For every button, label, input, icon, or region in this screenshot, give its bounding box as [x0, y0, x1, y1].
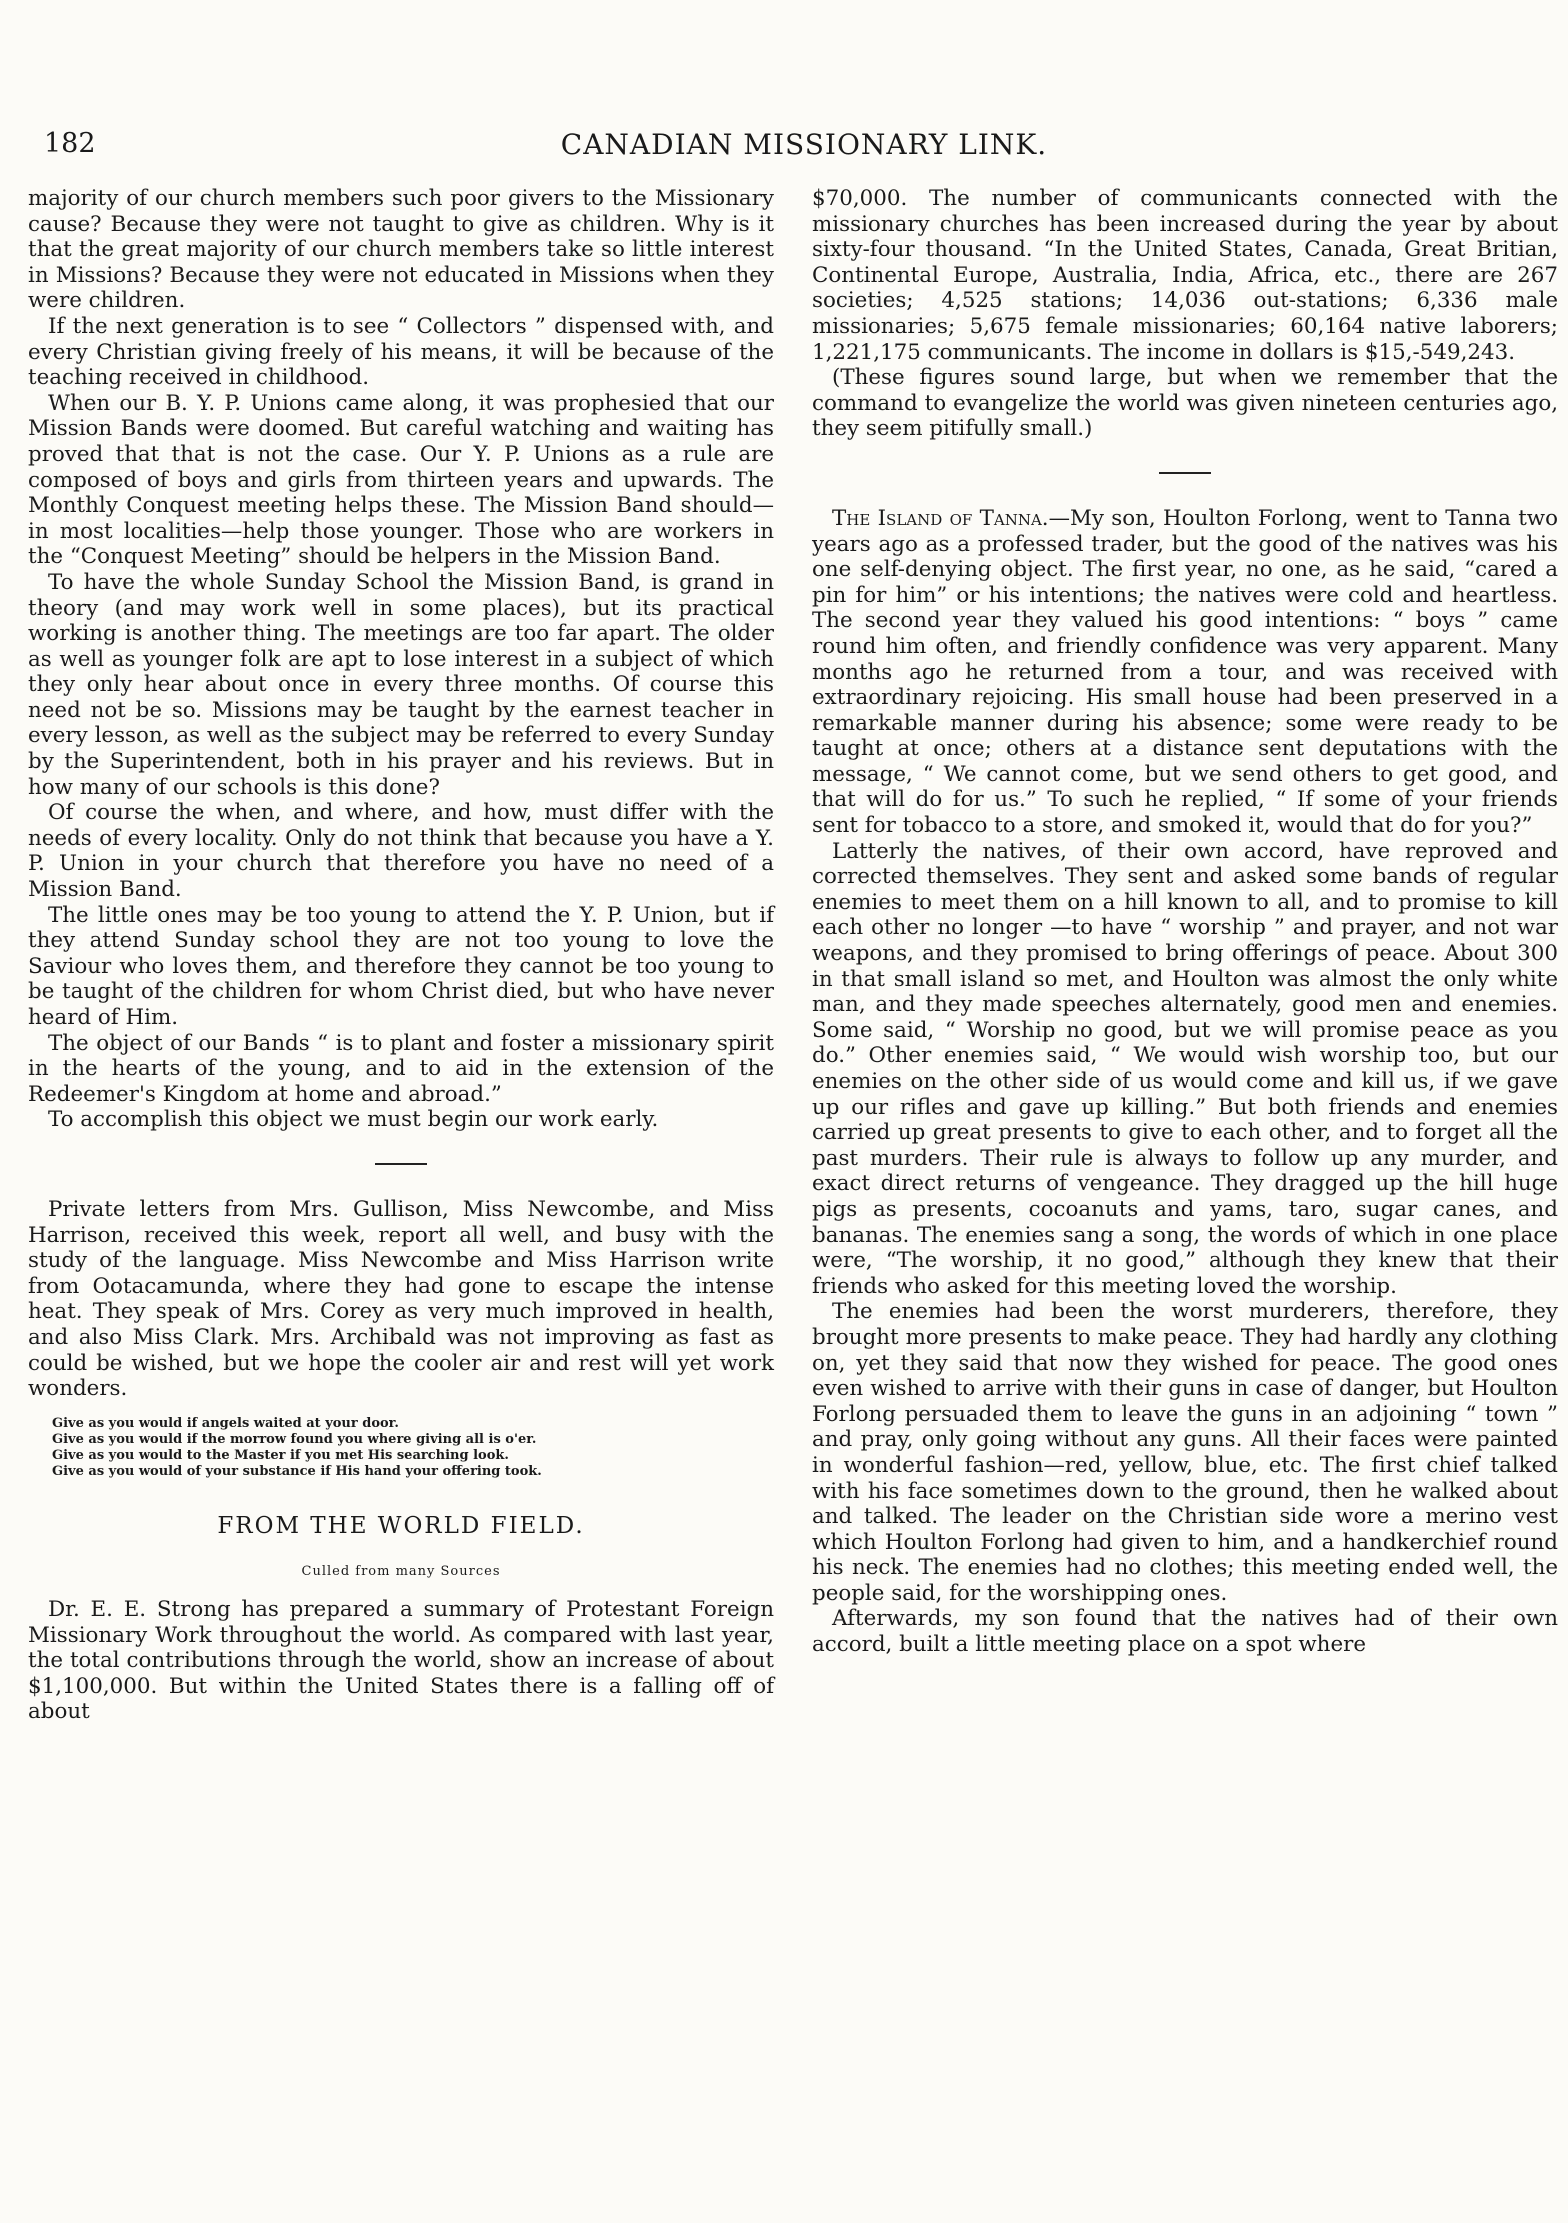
poem [52, 1416, 774, 1480]
tanna-paragraph: Afterwards, my son found that the natives had of their own accord, built a little meeting place on a spot where [812, 1606, 1558, 1658]
article-paragraph: majority of our church members such poor givers to the Missionary cause? Because they were not taught to give as children. Why is it that the great majority of our church members take so little interest in Missions? Because they were not educated in Missions when they were children. [28, 186, 774, 314]
private-letters-paragraph: Private letters from Mrs. Gullison, Miss Newcombe, and Miss Harrison, received this week, report all well, and busy with the study of the language. Miss Newcombe and Miss Harrison write from Ootacamunda, where they had gone to escape the intense heat. They speak of Mrs. Corey as very much improved in health, and also Miss Clark. Mrs. Archibald was not improving as fast as could be wished, but we hope the cooler air and rest will yet work wonders. [28, 1196, 774, 1402]
poem-line: Give as you would of your substance if His hand your offering took. [52, 1463, 542, 1479]
page-title: CANADIAN MISSIONARY LINK. [560, 128, 1048, 161]
section-title: FROM THE WORLD FIELD. [217, 1512, 585, 1539]
world-field-paragraph: Dr. E. E. Strong has prepared a summary of Protestant Foreign Missionary Work throughout the world. As compared with last year, the total contributions through the world, show an increase of about $1,100,000. But within the United States there is a falling off of about [28, 1596, 774, 1725]
tanna-paragraph: The enemies had been the worst murderers, therefore, they brought more presents to make peace. They had hardly any clothing on, yet they said that now they wished for peace. The good ones even wished to arrive with their guns in case of danger, but Houlton Forlong persuaded them to leave the guns in an adjoining “ town ” and pray, only going without any guns. All their faces were painted in wonderful fashion—red, yellow, blue, etc. The first chief talked with his face sometimes down to the ground, then he walked about and talked. The leader on the Christian side wore a merino vest which Houlton Forlong had given to him, and a handkerchief round his neck. The enemies had no clothes; this meeting ended well, the people said, for the worshipping ones. [812, 1299, 1558, 1606]
tanna-paragraph: Latterly the natives, of their own accord, have reproved and corrected themselves. They sent and asked some bands of regular enemies to meet them on a hill known to all, and to promise to kill each other no longer —to have “ worship ” and prayer, and not war weapons, and they promised to bring offerings of peace. About 300 in that small island so met, and Houlton was almost the only white man, and they made speeches alternately, good men and enemies. Some said, “ Worship no good, but we will promise peace as you do.” Other enemies said, “ We would wish worship too, but our enemies on the other side of us would come and kill us, if we gave up our rifles and gave up killing.” But both friends and enemies carried up great presents to give to each other, and to forget all the past murders. Their rule is always to follow up any murder, and exact direct returns of vengeance. They dragged up the hill huge pigs as presents, cocoanuts and yams, taro, sugar canes, and bananas. The enemies sang a song, the words of which in one place were, “The worship, it no good,” although they knew that their friends who asked for this meeting loved the worship. [812, 838, 1558, 1299]
section-subtitle: Culled from many Sources [301, 1564, 501, 1580]
article-paragraph: When our B. Y. P. Unions came along, it was prophesied that our Mission Bands were doomed. But careful watching and waiting has proved that that is not the case. Our Y. P. Unions as a rule are composed of boys and girls from thirteen years and upwards. The Monthly Conquest meeting helps these. The Mission Band should—in most localities—help those younger. Those who are workers in the “Conquest Meeting” should be helpers in the Mission Band. [28, 390, 774, 570]
poem-line: Give as you would if the morrow found you where giving all is o'er. [52, 1431, 537, 1447]
left-column [28, 186, 774, 1725]
world-field-note: (These figures sound large, but when we remember that the command to evangelize the world was given nineteen centuries ago, they seem pitifully small.) [812, 365, 1558, 442]
right-column [812, 186, 1558, 1658]
poem-line: Give as you would if angels waited at your door. [52, 1415, 399, 1431]
tanna-text: —My son, Houlton Forlong, went to Tanna two years ago as a professed trader, but the good of the natives was his one self-denying object. The first year, no one, as he said, “cared a pin for him” or his intentions; the natives were cold and heartless. The second year they valued his good intentions: “ boys ” came round him often, and friendly confidence was very apparent. Many months ago he returned from a tour, and was received with extraordinary rejoicing. His small house had been preserved in a remarkable manner during his absence; some were ready to be taught at once; others at a distance sent deputations with the message, “ We cannot come, but we send others to get good, and that will do for us.” To such he replied, “ If some of your friends sent for tobacco to a store, and smoked it, would that do for you?” [812, 505, 1558, 839]
article-paragraph: To have the whole Sunday School the Mission Band, is grand in theory (and may work well in some places), but its practical working is another thing. The meetings are too far apart. The older as well as younger folk are apt to lose interest in a subject of which they only hear about once in every three months. Of course this need not be so. Missions may be taught by the earnest teacher in every lesson, as well as the subject may be referred to every Sunday by the Superintendent, both in his prayer and his reviews. But in how many of our schools is this done? [28, 569, 774, 800]
page-header [44, 128, 1564, 176]
article-paragraph: If the next generation is to see “ Collectors ” dispensed with, and every Christian giving freely of his means, it will be because of the teaching received in childhood. [28, 313, 774, 391]
page-number: 182 [44, 128, 96, 159]
tanna-heading: The Island of Tanna. [832, 505, 1049, 531]
article-paragraph: The object of our Bands “ is to plant and foster a missionary spirit in the hearts of the young, and to aid in the extension of the Redeemer's Kingdom at home and abroad.” [28, 1030, 774, 1107]
section-divider [375, 1163, 427, 1165]
tanna-paragraph [812, 506, 1558, 839]
world-field-continuation: $70,000. The number of communicants connected with the missionary churches has been increased during the year by about sixty-four thousand. “In the United States, Canada, Great Britian, Continental Europe, Australia, India, Africa, etc., there are 267 societies; 4,525 stations; 14,036 out-stations; 6,336 male missionaries; 5,675 female missionaries; 60,164 native laborers; 1,221,175 communicants. The income in dollars is $15,-549,243. [812, 186, 1558, 365]
section-divider [1159, 472, 1211, 474]
poem-line: Give as you would to the Master if you met His searching look. [52, 1447, 509, 1463]
article-paragraph: Of course the when, and where, and how, must differ with the needs of every locality. Only do not think that because you have a Y. P. Union in your church that therefore you have no need of a Mission Band. [28, 800, 774, 903]
article-paragraph: The little ones may be too young to attend the Y. P. Union, but if they attend Sunday school they are not too young to love the Saviour who loves them, and therefore they cannot be too young to be taught of the children for whom Christ died, but who have never heard of Him. [28, 902, 774, 1030]
article-paragraph: To accomplish this object we must begin our work early. [48, 1107, 659, 1133]
